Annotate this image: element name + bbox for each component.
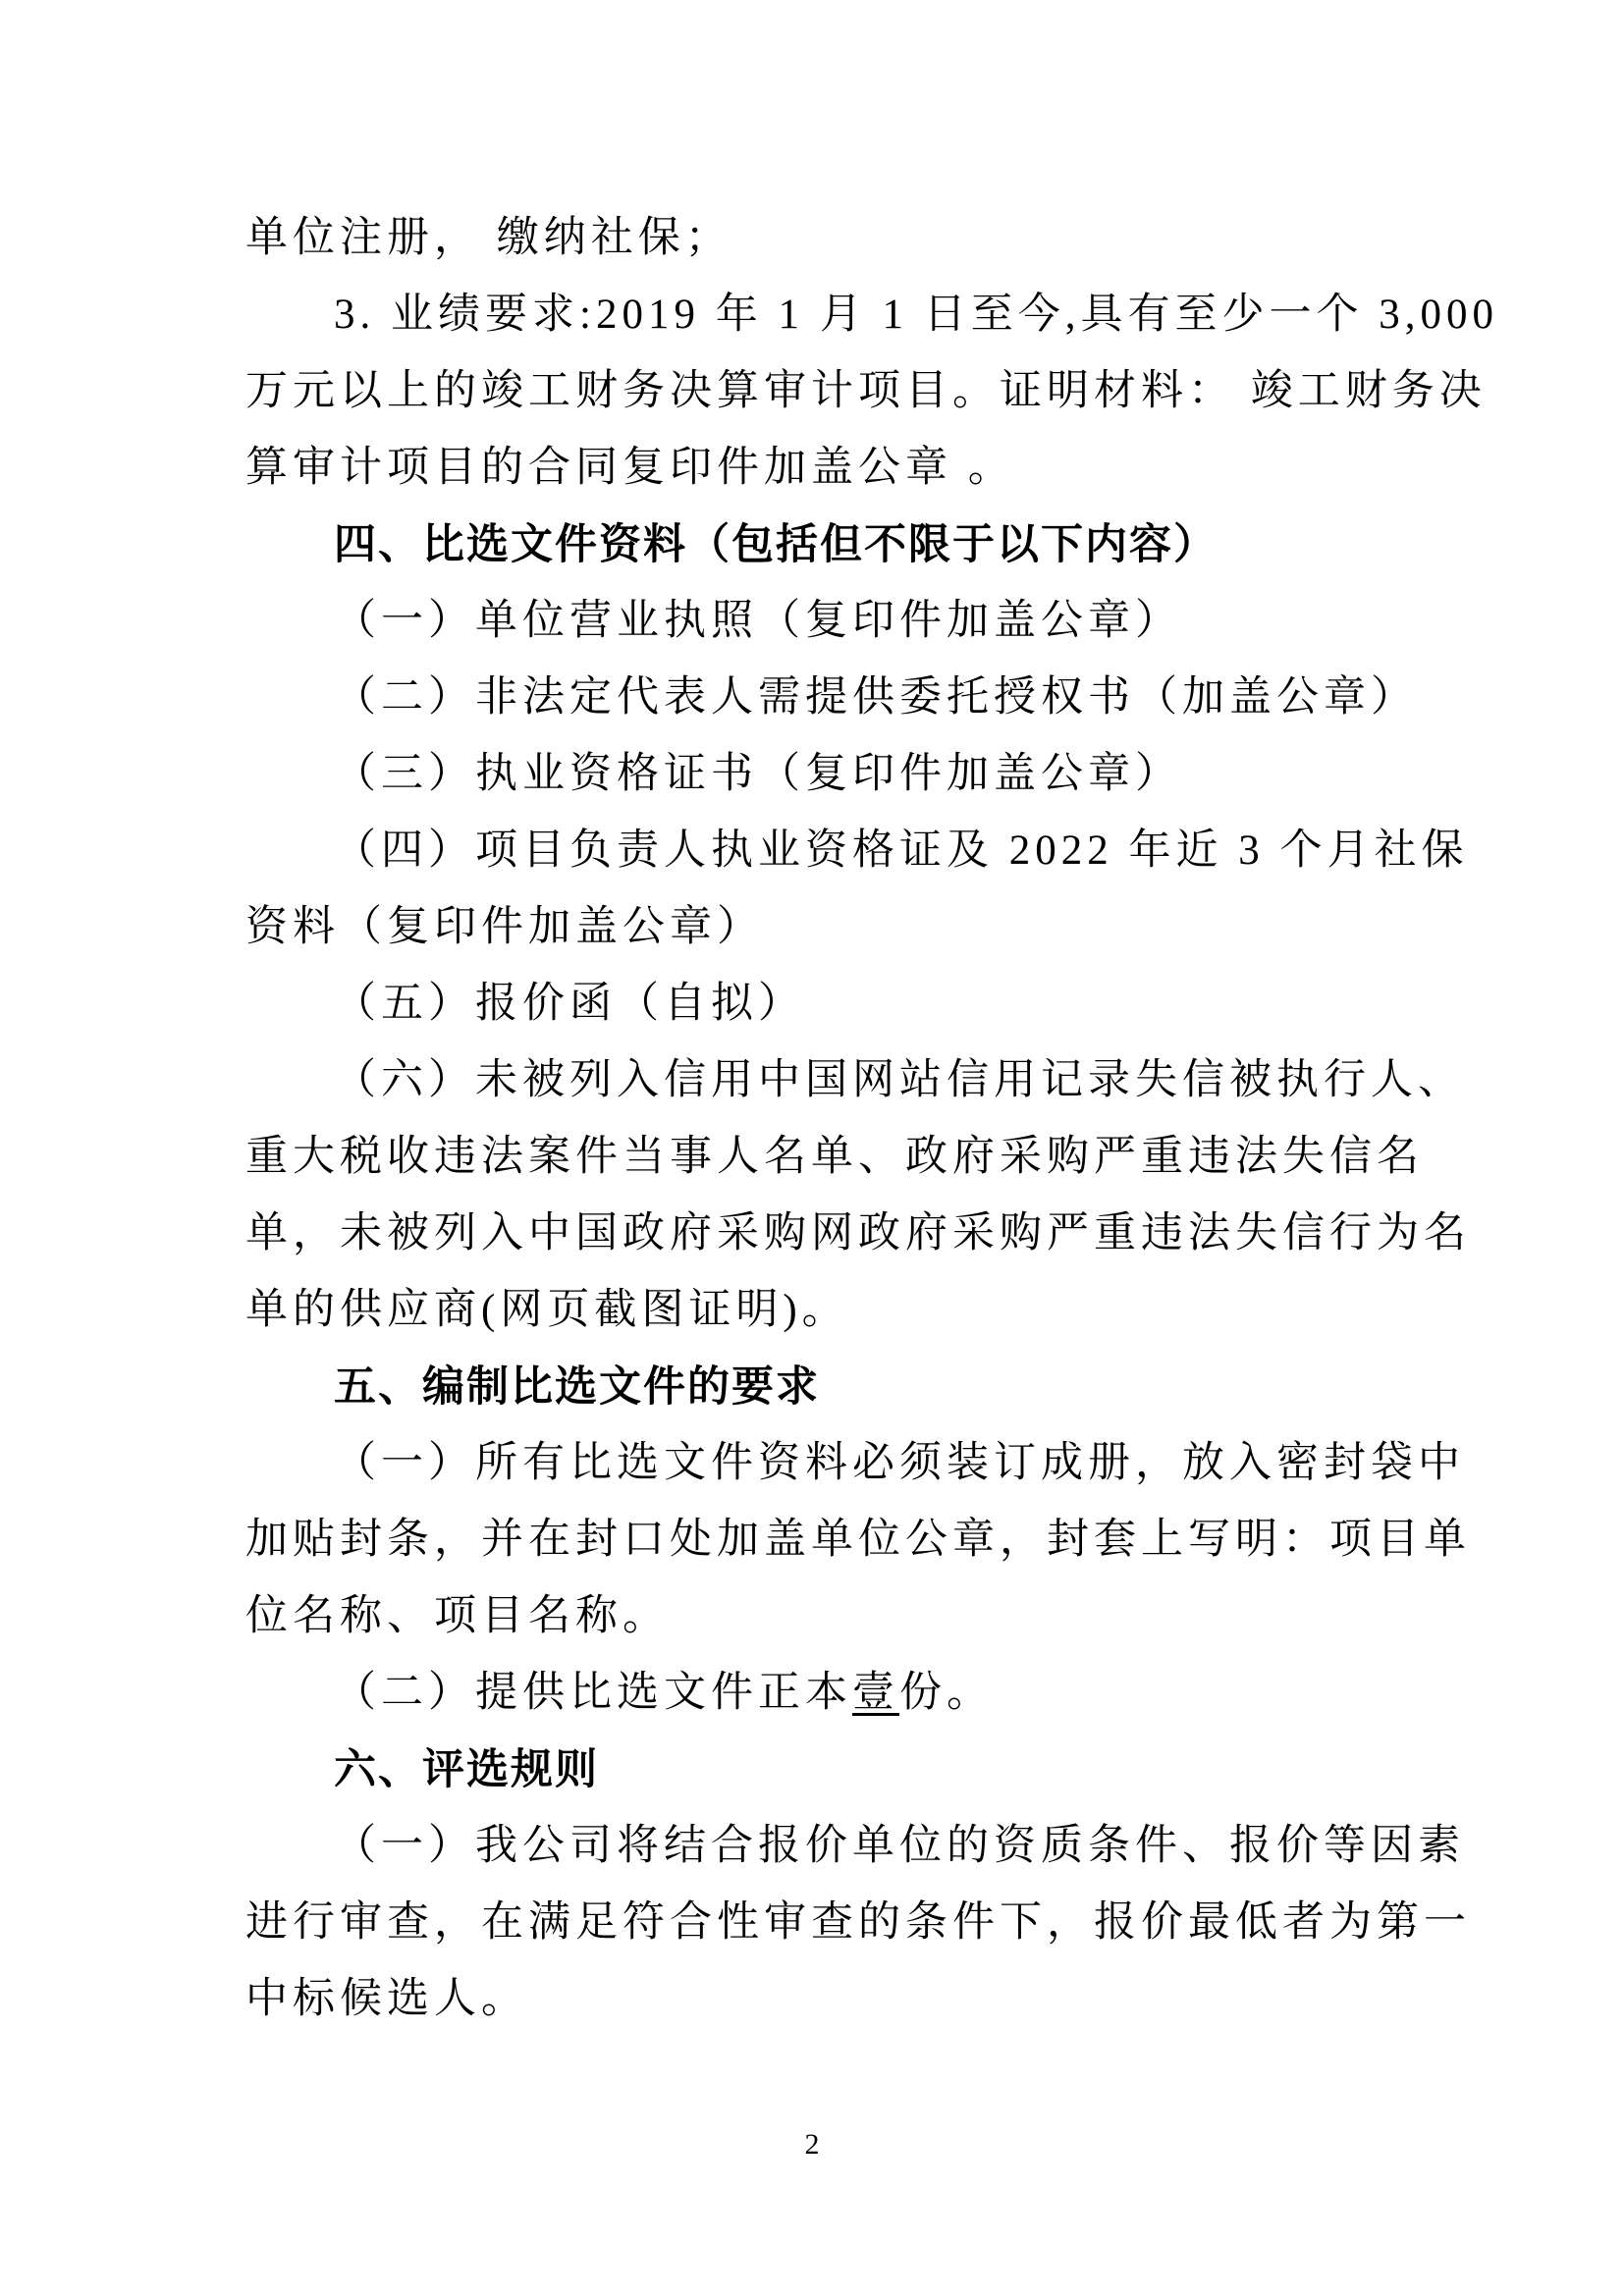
- text-run: （六）未被列入信用中国网站信用记录失信被执行人、: [334, 1057, 1465, 1103]
- text-run: （二）提供比选文件正本: [334, 1670, 852, 1716]
- text-run: 万元以上的竣工财务决算审计项目。证明材料： 竣工财务决: [245, 368, 1487, 414]
- text-line: [245, 200, 1522, 277]
- text-run: 位名称、项目名称。: [245, 1593, 670, 1639]
- text-run: 中标候选人。: [245, 1976, 528, 2022]
- text-line: [245, 966, 1522, 1042]
- text-run: （一）我公司将结合报价单位的资质条件、报价等因素: [334, 1823, 1465, 1869]
- text-run: 五、编制比选文件的要求: [334, 1362, 820, 1412]
- text-line: [245, 1196, 1522, 1272]
- text-run: （三）执业资格证书（复印件加盖公章）: [334, 751, 1182, 797]
- text-line: [245, 1655, 1522, 1732]
- text-line: [245, 1119, 1522, 1196]
- text-line: [245, 736, 1522, 813]
- text-run: 资料（复印件加盖公章）: [245, 904, 764, 950]
- text-line: [245, 1808, 1522, 1885]
- text-run: 重大税收违法案件当事人名单、政府采购严重违法失信名: [245, 1134, 1424, 1180]
- section-heading: [245, 507, 1522, 583]
- text-line: [245, 583, 1522, 660]
- text-line: [245, 1272, 1522, 1349]
- text-line: [245, 1042, 1522, 1119]
- text-line: [245, 813, 1522, 889]
- text-line: [245, 277, 1522, 353]
- text-line: [245, 430, 1522, 507]
- page-footer: [0, 2128, 1624, 2162]
- text-run: （二）非法定代表人需提供委托授权书（加盖公章）: [334, 674, 1418, 721]
- text-run: 加贴封条，并在封口处加盖单位公章，封套上写明：项目单: [245, 1517, 1471, 1563]
- section-heading: [245, 1732, 1522, 1808]
- text-line: [245, 1578, 1522, 1655]
- text-line: [245, 1885, 1522, 1961]
- text-run: 六、评选规则: [334, 1745, 599, 1794]
- document-body: [245, 200, 1522, 2038]
- text-run: （一）单位营业执照（复印件加盖公章）: [334, 598, 1182, 644]
- text-run: 单的供应商(网页截图证明)。: [245, 1287, 849, 1333]
- text-run: 四、比选文件资料（包括但不限于以下内容）: [334, 520, 1218, 569]
- section-heading: [245, 1349, 1522, 1425]
- text-run: （四）项目负责人执业资格证及 2022 年近 3 个月社保: [334, 828, 1469, 874]
- text-run: 算审计项目的合同复印件加盖公章 。: [245, 445, 1015, 491]
- underlined-text: 壹: [852, 1670, 899, 1716]
- text-line: [245, 1961, 1522, 2038]
- text-run: 进行审查，在满足符合性审查的条件下，报价最低者为第一: [245, 1899, 1471, 1946]
- text-run: 单，未被列入中国政府采购网政府采购严重违法失信行为名: [245, 1210, 1471, 1256]
- text-run: 份。: [899, 1670, 994, 1716]
- text-run: （五）报价函（自拟）: [334, 981, 805, 1027]
- text-line: [245, 353, 1522, 430]
- text-run: （一）所有比选文件资料必须装订成册，放入密封袋中: [334, 1440, 1465, 1486]
- text-line: [245, 1502, 1522, 1578]
- text-run: 单位注册， 缴纳社保；: [245, 215, 732, 261]
- text-run: 3. 业绩要求:2019 年 1 月 1 日至今,具有至少一个 3,000: [334, 292, 1498, 338]
- page-number: 2: [804, 2128, 820, 2161]
- text-line: [245, 1425, 1522, 1502]
- text-line: [245, 660, 1522, 736]
- text-line: [245, 889, 1522, 966]
